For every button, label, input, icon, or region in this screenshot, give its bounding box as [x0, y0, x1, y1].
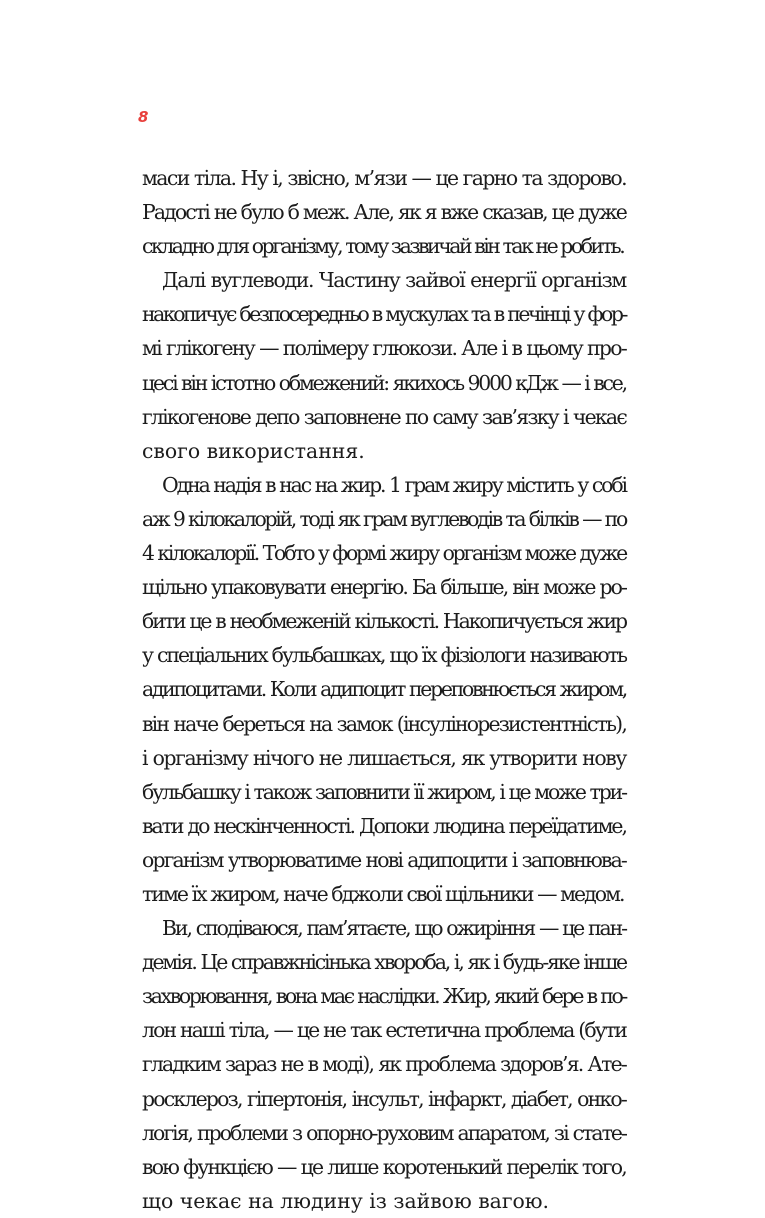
paragraph-line: глікогенове депо заповнене по саму зав’язку і чекає: [142, 404, 626, 429]
paragraph-line: накопичує безпосередньо в мускулах та в печінці у фор-: [142, 302, 626, 327]
paragraph-line: складно для організму, тому зазвичай він так не робить.: [142, 234, 624, 259]
paragraph-line: Одна надія в нас на жир. 1 грам жиру містить у собі: [162, 472, 626, 497]
paragraph-line: росклероз, гіпертонія, інсульт, інфаркт, діабет, онко-: [142, 1086, 626, 1111]
paragraph-line: мі глікогену — полімеру глюкози. Але і в цьому про-: [142, 336, 626, 361]
paragraph-line: аж 9 кілокалорій, тоді як грам вуглеводів та білків — по: [142, 506, 626, 531]
paragraph-line: бульбашку і також заповнити її жиром, і це може три-: [142, 779, 626, 804]
paragraph-line: демія. Це справжнісінька хвороба, і, як і будь-яке інше: [142, 950, 626, 975]
paragraph-line: Радості не було б меж. Але, як я вже сказав, це дуже: [142, 200, 626, 225]
paragraph-line: він наче береться на замок (інсулінорезистентність),: [142, 711, 626, 736]
paragraph-line: бити це в необмеженій кількості. Накопичується жир: [142, 609, 626, 634]
paragraph-line: лон наші тіла, — це не так естетична проблема (бути: [142, 1018, 626, 1043]
paragraph-line: у спеціальних бульбашках, що їх фізіологи називають: [142, 643, 626, 668]
paragraph-line: вою функцією — це лише коротенький перелік того,: [142, 1154, 626, 1179]
body-text: [142, 161, 626, 1218]
paragraph-line: що чекає на людину із зайвою вагою.: [142, 1188, 550, 1213]
paragraph-line: 4 кілокалорії. Тобто у формі жиру організм може дуже: [142, 541, 626, 566]
paragraph-line: логія, проблеми з опорно-руховим апаратом, зі стате-: [142, 1120, 626, 1145]
paragraph-line: і організму нічого не лишається, як утворити нову: [142, 745, 626, 770]
paragraph-line: щільно упаковувати енергію. Ба більше, він може ро-: [142, 575, 626, 600]
paragraph-line: Ви, сподіваюся, пам’ятаєте, що ожиріння — це пан-: [162, 916, 626, 941]
paragraph-line: захворювання, вона має наслідки. Жир, який бере в по-: [142, 984, 626, 1009]
paragraph-line: вати до нескінченності. Допоки людина переїдатиме,: [142, 813, 626, 838]
paragraph-line: Далі вуглеводи. Частину зайвої енергії організм: [162, 268, 626, 293]
paragraph-line: організм утворюватиме нові адипоцити і заповнюва-: [142, 847, 626, 872]
paragraph-line: гладким зараз не в моді), як проблема здоров’я. Ате-: [142, 1052, 626, 1077]
paragraph-line: цесі він істотно обмежений: якихось 9000 кДж — і все,: [142, 370, 626, 395]
paragraph-line: адипоцитами. Коли адипоцит переповнюється жиром,: [142, 677, 626, 702]
page-number: 8: [138, 108, 149, 126]
paragraph-line: маси тіла. Ну і, звісно, м’язи — це гарно та здорово.: [142, 166, 626, 190]
paragraph-line: тиме їх жиром, наче бджоли свої щільники — медом.: [142, 881, 624, 906]
paragraph-line: свого використання.: [142, 438, 365, 463]
